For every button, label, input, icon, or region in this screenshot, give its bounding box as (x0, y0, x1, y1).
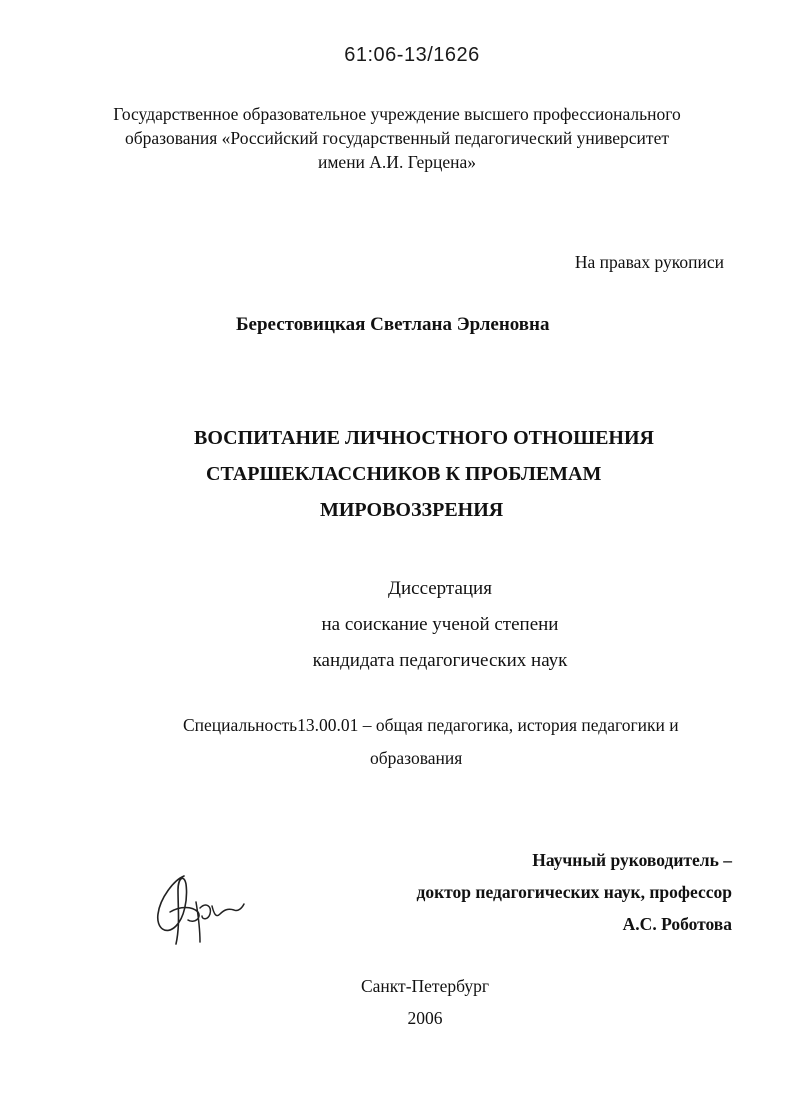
specialty-line-2: образования (370, 748, 463, 768)
institution-line-1: Государственное образовательное учреждение высшего профессионального (113, 104, 681, 124)
city: Санкт-Петербург (360, 976, 490, 996)
handwritten-signature (140, 862, 250, 952)
institution-line-3: имени А.И. Герцена» (317, 152, 477, 172)
author-name: Берестовицкая Светлана Эрленовна (236, 314, 550, 335)
degree-block (0, 571, 794, 679)
manuscript-rights: На правах рукописи (574, 252, 724, 272)
institution-block (0, 102, 794, 174)
supervisor-degree: доктор педагогических наук, профессор (416, 882, 732, 902)
institution-line-2: образования «Российский государственный педагогический университет (124, 128, 669, 148)
dissertation-title (0, 420, 794, 530)
archive-code: 61:06-13/1626 (344, 44, 480, 66)
year: 2006 (407, 1008, 443, 1028)
place-and-year (0, 970, 794, 1034)
supervisor-block (416, 844, 732, 940)
degree-line-2: на соискание ученой степени (321, 614, 559, 635)
title-line-3: МИРОВОЗЗРЕНИЯ (320, 499, 504, 521)
title-line-1: ВОСПИТАНИЕ ЛИЧНОСТНОГО ОТНОШЕНИЯ (194, 427, 654, 449)
supervisor-role: Научный руководитель – (532, 850, 732, 870)
supervisor-name: А.С. Роботова (622, 914, 732, 934)
title-line-2: СТАРШЕКЛАССНИКОВ К ПРОБЛЕМАМ (206, 463, 602, 485)
degree-line-1: Диссертация (388, 578, 492, 599)
specialty-line-1: Специальность13.00.01 – общая педагогика, история педагогики и (183, 715, 679, 735)
degree-line-3: кандидата педагогических наук (312, 650, 568, 671)
